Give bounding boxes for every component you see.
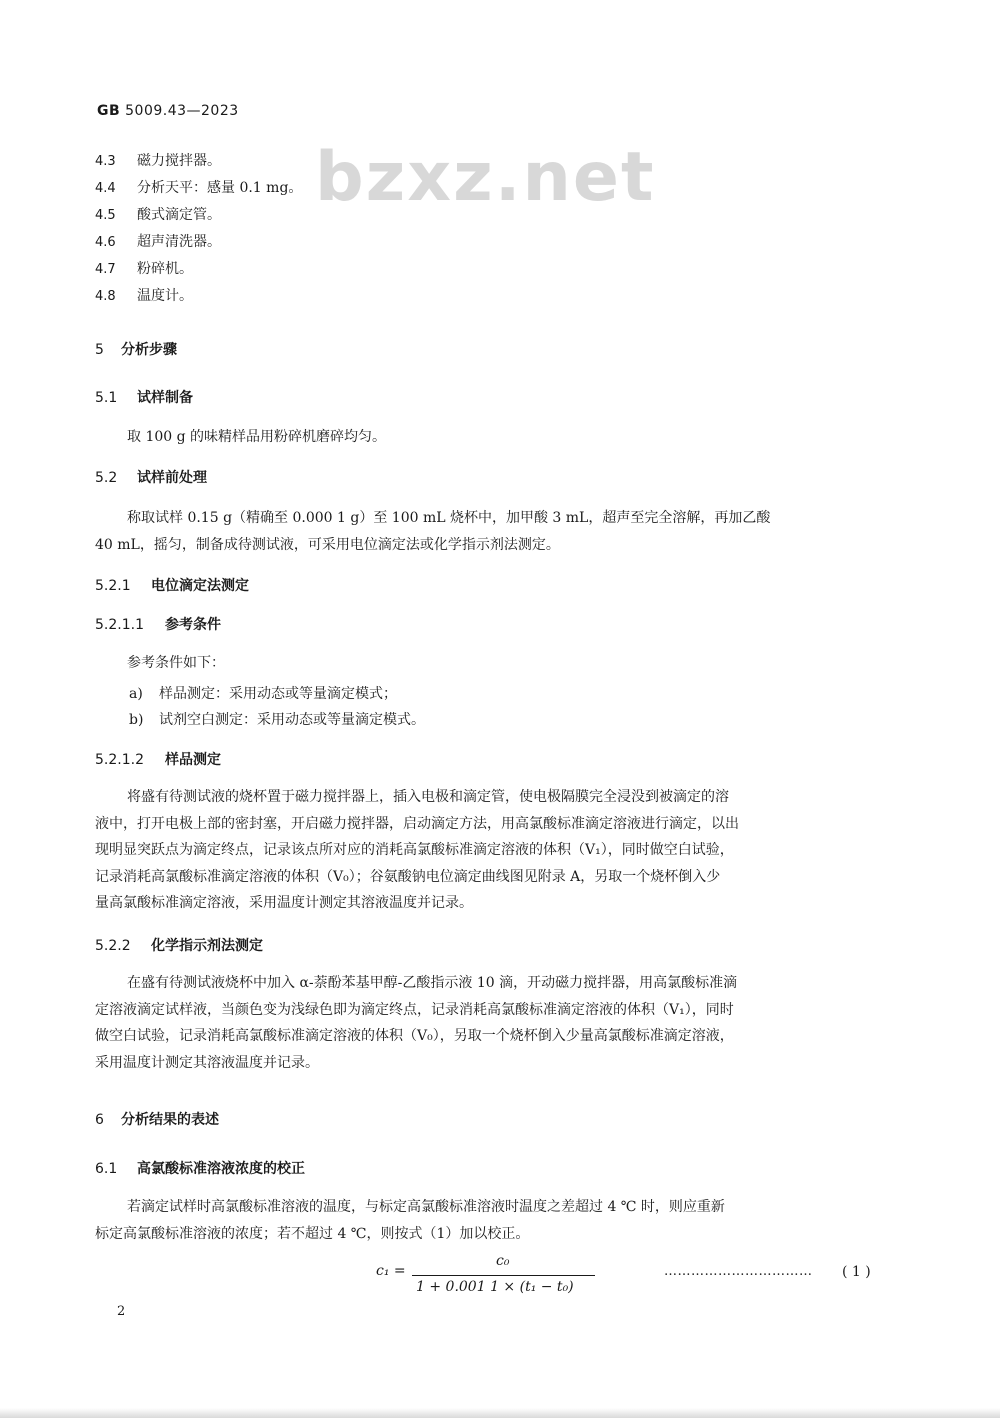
formula-denominator: 1 + 0.001 1 × (t₁ − t₀) (416, 1279, 574, 1295)
watermark: bzxz.net (315, 138, 656, 217)
paragraph: 将盛有待测试液的烧杯置于磁力搅拌器上，插入电极和滴定管，使电极隔膜完全浸没到被滴定的溶 液中，打开电极上部的密封塞，开启磁力搅拌器，启动滴定方法，用高氯酸标准滴定溶液进行滴定，以出 现明显突跃点为滴定终点，记录该点所对应的消耗高氯酸标准滴定溶液的体积（V₁），同时做空白试验， 记录消耗高氯酸标准滴定溶液的体积（V₀）；谷氨酸钠电位滴定曲线图见附录 A，另取一个烧杯倒入少 量高氯酸标准滴定溶液，采用温度计测定其溶液温度并记录。 (95, 789, 739, 911)
section-heading-5-2: 5.2 试样前处理 (95, 470, 207, 486)
formula-leader-dots: …………………………… (664, 1264, 813, 1279)
section-heading-5-1: 5.1 试样制备 (95, 390, 193, 406)
list-item: 4.8 温度计。 (95, 288, 193, 304)
paragraph: 称取试样 0.15 g（精确至 0.000 1 g）至 100 mL 烧杯中，加甲酸 3 mL，超声至完全溶解，再加乙酸 40 mL，摇匀，制备成待测试液，可采用电位滴定法或化学指示剂法测定。 (95, 510, 771, 553)
section-heading-5-2-1-1: 5.2.1.1 参考条件 (95, 617, 221, 633)
list-item: a) 样品测定：采用动态或等量滴定模式； (129, 686, 397, 702)
section-heading-6-1: 6.1 高氯酸标准溶液浓度的校正 (95, 1161, 305, 1177)
paragraph: 参考条件如下： (127, 655, 225, 671)
list-item: 4.3 磁力搅拌器。 (95, 153, 221, 169)
list-item: 4.4 分析天平：感量 0.1 mg。 (95, 180, 303, 196)
standard-number: 5009.43—2023 (125, 103, 239, 119)
page-bottom-edge (0, 1408, 1000, 1418)
fraction-bar (412, 1275, 595, 1276)
section-heading-5: 5 分析步骤 (95, 342, 177, 358)
page-number: 2 (117, 1304, 126, 1319)
paragraph: 若滴定试样时高氯酸标准溶液的温度，与标定高氯酸标准溶液时温度之差超过 4 ℃ 时，则应重新 标定高氯酸标准溶液的浓度；若不超过 4 ℃，则按式（1）加以校正。 (95, 1199, 725, 1242)
section-heading-5-2-2: 5.2.2 化学指示剂法测定 (95, 938, 263, 954)
list-item: 4.6 超声清洗器。 (95, 234, 221, 250)
standard-code (97, 103, 239, 119)
section-heading-5-2-1-2: 5.2.1.2 样品测定 (95, 752, 221, 768)
formula-numerator: c₀ (496, 1253, 510, 1269)
section-heading-5-2-1: 5.2.1 电位滴定法测定 (95, 578, 249, 594)
paragraph: 取 100 g 的味精样品用粉碎机磨碎均匀。 (127, 429, 387, 445)
list-item: 4.7 粉碎机。 (95, 261, 193, 277)
list-item: 4.5 酸式滴定管。 (95, 207, 221, 223)
section-heading-6: 6 分析结果的表述 (95, 1112, 219, 1128)
standard-prefix: GB (97, 103, 121, 119)
formula-number: ( 1 ) (842, 1264, 871, 1280)
list-item: b) 试剂空白测定：采用动态或等量滴定模式。 (129, 712, 425, 728)
formula-lhs: c₁ = (376, 1263, 406, 1279)
paragraph: 在盛有待测试液烧杯中加入 α-萘酚苯基甲醇-乙酸指示液 10 滴，开动磁力搅拌器，用高氯酸标准滴 定溶液滴定试样液，当颜色变为浅绿色即为滴定终点，记录消耗高氯酸标准滴定溶液的体积（V₁），同时 做空白试验，记录消耗高氯酸标准滴定溶液的体积（V₀），另取一个烧杯倒入少量高氯酸标准滴定溶液， 采用温度计测定其溶液温度并记录。 (95, 975, 738, 1071)
